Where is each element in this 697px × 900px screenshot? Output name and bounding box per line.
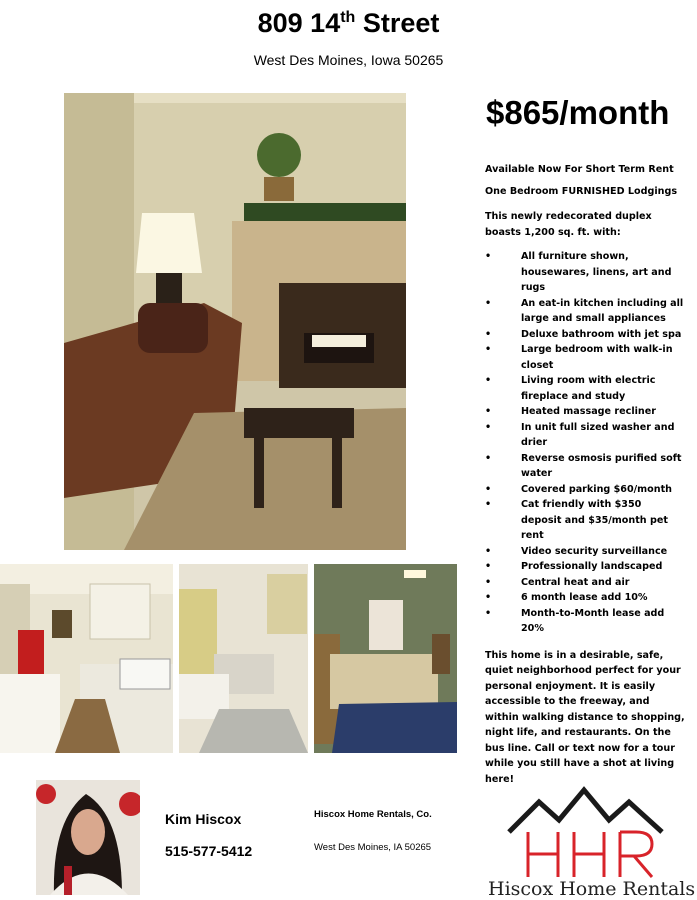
address-number: 809 14 xyxy=(257,8,341,38)
listing-city: West Des Moines, Iowa 50265 xyxy=(253,52,444,68)
feature-item: • All furniture shown, housewares, linens, art and rugs xyxy=(485,249,685,296)
feature-list xyxy=(485,249,685,637)
bedroom-photo xyxy=(314,564,457,753)
agent-photo xyxy=(36,780,140,895)
kitchen-photo xyxy=(0,564,173,753)
bathroom-photo xyxy=(179,564,308,753)
feature-item: • Large bedroom with walk-in closet xyxy=(485,342,685,373)
feature-item: • 6 month lease add 10% xyxy=(485,590,685,606)
feature-item: • Heated massage recliner xyxy=(485,404,685,420)
feature-item: • Reverse osmosis purified soft water xyxy=(485,451,685,482)
feature-item: • Cat friendly with $350 deposit and $35/month pet rent xyxy=(485,497,685,544)
closing-paragraph: This home is in a desirable, safe, quiet neighborhood perfect for your personal enjoyment. It is easily accessible to the freeway, and within walking distance to shopping, night life, and restaurants. On the bus line. Call or text now for a tour while you still have a shot at living here! xyxy=(485,649,685,785)
address-suffix: th xyxy=(340,9,356,26)
address-street: Street xyxy=(355,8,440,38)
feature-item: • Video security surveillance xyxy=(485,544,685,560)
agent-phone[interactable]: 515-577-5412 xyxy=(165,843,253,859)
feature-item: • Deluxe bathroom with jet spa xyxy=(485,327,685,343)
feature-item: • Central heat and air xyxy=(485,575,685,591)
company-location: West Des Moines, IA 50265 xyxy=(314,842,432,853)
details-column xyxy=(485,162,685,793)
availability: Available Now For Short Term Rent xyxy=(485,164,674,175)
feature-item: • Living room with electric fireplace and study xyxy=(485,373,685,404)
feature-item: • An eat-in kitchen including all large and small appliances xyxy=(485,296,685,327)
logo-wordmark: Hiscox Home Rentals xyxy=(488,878,696,900)
price: $865/month xyxy=(486,94,670,131)
feature-item: • In unit full sized washer and drier xyxy=(485,420,685,451)
lodging-type: One Bedroom FURNISHED Lodgings xyxy=(485,185,678,197)
intro-text: This newly redecorated duplex boasts 1,200 sq. ft. with: xyxy=(485,211,652,238)
listing-address xyxy=(0,8,697,39)
agent-name: Kim Hiscox xyxy=(165,811,242,827)
feature-item: • Month-to-Month lease add 20% xyxy=(485,606,685,637)
feature-item: • Covered parking $60/month xyxy=(485,482,685,498)
company-name: Hiscox Home Rentals, Co. xyxy=(314,809,432,820)
feature-item: • Professionally landscaped xyxy=(485,559,685,575)
living-room-photo xyxy=(64,93,406,550)
hhr-mark xyxy=(528,832,652,877)
